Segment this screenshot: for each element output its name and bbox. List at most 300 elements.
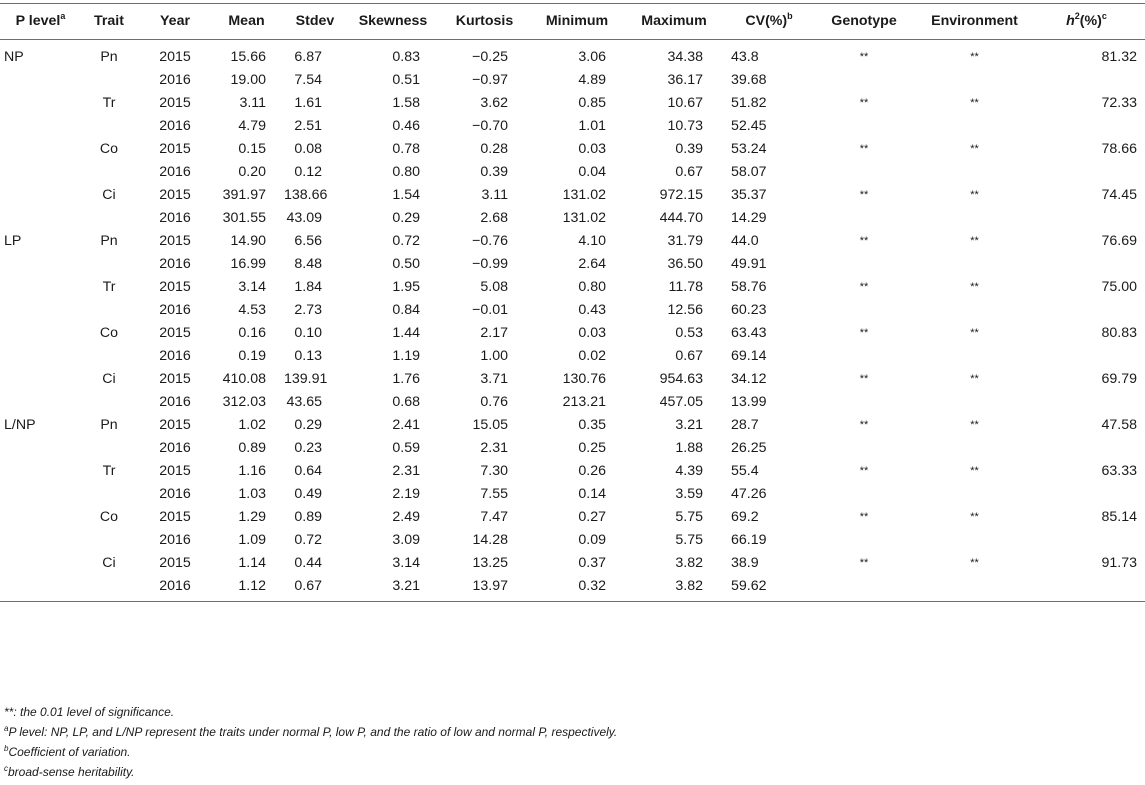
cell-trait: [77, 115, 141, 138]
cell-kurtosis: 2.31: [480, 440, 508, 456]
cell-p-level: [0, 368, 77, 391]
cell-environment: [913, 391, 1036, 414]
cell-genotype: **: [859, 235, 869, 247]
cell-mean: 0.15: [238, 141, 266, 157]
cell-cv: 38.9: [731, 555, 759, 571]
cell-p-level: [0, 552, 77, 575]
header-p-level: P level$^a$: [15, 11, 66, 29]
cell-heritability: [1036, 391, 1145, 414]
cell-heritability: 91.73: [1101, 555, 1137, 571]
table-row: [0, 552, 1145, 575]
cell-maximum: 3.21: [675, 417, 703, 433]
cell-stdev: 0.12: [294, 164, 322, 180]
cell-skewness: 3.21: [392, 578, 420, 594]
cell-skewness: 0.51: [392, 72, 420, 88]
cell-maximum: 10.67: [667, 95, 703, 111]
cell-mean: 0.19: [238, 348, 266, 364]
cell-minimum: 131.02: [562, 187, 606, 203]
cell-maximum: 3.82: [675, 555, 703, 571]
cell-genotype: **: [859, 51, 869, 63]
header-trait: Trait: [94, 13, 124, 29]
cell-maximum: 3.59: [675, 486, 703, 502]
cell-trait: Tr: [102, 279, 116, 295]
cell-mean: 0.16: [238, 325, 266, 341]
cell-stdev: 43.09: [286, 210, 322, 226]
cell-mean: 410.08: [222, 371, 266, 387]
table-row: [0, 161, 1145, 184]
table-row: [0, 92, 1145, 115]
cell-year: 2015: [159, 509, 191, 525]
cell-trait: Co: [99, 141, 119, 157]
cell-maximum: 444.70: [659, 210, 703, 226]
cell-maximum: 31.79: [667, 233, 703, 249]
cell-p-level: [0, 391, 77, 414]
cell-mean: 3.11: [239, 95, 266, 111]
table-row: [0, 575, 1145, 602]
cell-genotype: [815, 207, 913, 230]
cell-year: 2015: [159, 49, 191, 65]
cell-stdev: 8.48: [294, 256, 322, 272]
cell-maximum: 1.88: [675, 440, 703, 456]
cell-heritability: 63.33: [1101, 463, 1137, 479]
cell-genotype: [815, 161, 913, 184]
cell-stdev: 0.89: [294, 509, 322, 525]
footnote-b: $^b$Coefficient of variation.: [4, 744, 131, 759]
cell-stdev: 0.13: [294, 348, 322, 364]
cell-environment: **: [970, 281, 979, 293]
cell-trait: [77, 299, 141, 322]
cell-environment: **: [970, 511, 979, 523]
cell-p-level: [0, 69, 77, 92]
cell-p-level: [0, 207, 77, 230]
cell-cv: 58.76: [731, 279, 767, 295]
cell-heritability: [1036, 207, 1145, 230]
cell-environment: **: [970, 189, 979, 201]
cell-mean: 391.97: [222, 187, 266, 203]
cell-stdev: 1.84: [294, 279, 322, 295]
cell-trait: Pn: [100, 417, 118, 433]
cell-maximum: 36.17: [667, 72, 703, 88]
cell-minimum: 0.37: [578, 555, 606, 571]
cell-year: 2015: [159, 417, 191, 433]
cell-year: 2016: [159, 348, 191, 364]
cell-trait: Co: [99, 325, 119, 341]
cell-cv: 34.12: [731, 371, 767, 387]
table-row: [0, 506, 1145, 529]
cell-skewness: 0.68: [392, 394, 420, 410]
cell-trait: Ci: [102, 555, 116, 571]
cell-p-level: [0, 322, 77, 345]
cell-environment: **: [970, 51, 979, 63]
cell-cv: 60.23: [731, 302, 767, 318]
cell-environment: **: [970, 557, 979, 569]
table-body: [0, 40, 1145, 602]
cell-skewness: 1.54: [392, 187, 420, 203]
cell-maximum: 36.50: [667, 256, 703, 272]
cell-genotype: **: [859, 465, 869, 477]
cell-stdev: 0.29: [294, 417, 322, 433]
table-row: [0, 437, 1145, 460]
cell-stdev: 139.91: [284, 371, 328, 387]
cell-skewness: 2.49: [392, 509, 420, 525]
cell-p-level: [0, 483, 77, 506]
cell-stdev: 0.49: [294, 486, 322, 502]
cell-environment: [913, 345, 1036, 368]
cell-kurtosis: −0.76: [472, 233, 508, 249]
cell-skewness: 0.80: [392, 164, 420, 180]
cell-minimum: 131.02: [562, 210, 606, 226]
cell-p-level: LP: [4, 233, 22, 249]
cell-year: 2016: [159, 440, 191, 456]
table-row: [0, 299, 1145, 322]
cell-environment: [913, 253, 1036, 276]
cell-kurtosis: 7.55: [480, 486, 508, 502]
cell-skewness: 0.50: [392, 256, 420, 272]
cell-minimum: 0.80: [578, 279, 606, 295]
header-genotype: Genotype: [831, 13, 897, 29]
cell-cv: 13.99: [731, 394, 767, 410]
cell-trait: Pn: [100, 233, 118, 249]
cell-environment: **: [970, 143, 979, 155]
cell-p-level: [0, 92, 77, 115]
cell-year: 2015: [159, 233, 191, 249]
cell-stdev: 0.23: [294, 440, 322, 456]
cell-year: 2016: [159, 164, 191, 180]
cell-heritability: 72.33: [1101, 95, 1137, 111]
header-minimum: Minimum: [545, 13, 609, 29]
table-row: [0, 322, 1145, 345]
cell-mean: 15.66: [230, 49, 266, 65]
cell-maximum: 12.56: [667, 302, 703, 318]
cell-minimum: 0.04: [578, 164, 606, 180]
cell-maximum: 3.82: [675, 578, 703, 594]
cell-minimum: 4.89: [578, 72, 606, 88]
cell-mean: 4.79: [238, 118, 266, 134]
cell-mean: 1.14: [238, 555, 266, 571]
cell-skewness: 0.59: [392, 440, 420, 456]
cell-p-level: [0, 115, 77, 138]
cell-cv: 28.7: [731, 417, 759, 433]
cell-year: 2016: [159, 72, 191, 88]
header-stdev: Stdev: [295, 13, 335, 29]
header-kurtosis: Kurtosis: [455, 13, 514, 29]
cell-year: 2016: [159, 394, 191, 410]
cell-p-level: [0, 460, 77, 483]
cell-trait: [77, 345, 141, 368]
cell-cv: 26.25: [731, 440, 767, 456]
table-row: [0, 207, 1145, 230]
cell-trait: [77, 161, 141, 184]
cell-trait: Pn: [100, 49, 118, 65]
table-row: [0, 40, 1145, 70]
cell-p-level: [0, 529, 77, 552]
table-row: [0, 230, 1145, 253]
cell-trait: [77, 575, 141, 602]
cell-environment: **: [970, 97, 979, 109]
cell-p-level: NP: [4, 49, 24, 65]
descriptive-statistics-table: [0, 3, 1145, 602]
cell-kurtosis: 0.39: [480, 164, 508, 180]
cell-genotype: **: [859, 557, 869, 569]
cell-minimum: 0.14: [578, 486, 606, 502]
cell-cv: 49.91: [731, 256, 767, 272]
cell-kurtosis: −0.97: [472, 72, 508, 88]
cell-year: 2015: [159, 371, 191, 387]
cell-minimum: 0.43: [578, 302, 606, 318]
cell-maximum: 0.67: [675, 164, 703, 180]
cell-stdev: 138.66: [284, 187, 328, 203]
cell-cv: 63.43: [731, 325, 767, 341]
cell-environment: **: [970, 235, 979, 247]
cell-minimum: 0.03: [578, 141, 606, 157]
cell-heritability: [1036, 529, 1145, 552]
cell-heritability: 80.83: [1101, 325, 1137, 341]
cell-year: 2015: [159, 325, 191, 341]
cell-genotype: [815, 483, 913, 506]
cell-skewness: 3.14: [392, 555, 420, 571]
cell-heritability: [1036, 69, 1145, 92]
cell-year: 2015: [159, 463, 191, 479]
cell-stdev: 0.72: [294, 532, 322, 548]
cell-skewness: 2.19: [392, 486, 420, 502]
cell-heritability: 81.32: [1101, 49, 1137, 65]
cell-minimum: 0.02: [578, 348, 606, 364]
table-row: [0, 345, 1145, 368]
table-row: [0, 483, 1145, 506]
cell-stdev: 0.44: [294, 555, 322, 571]
cell-genotype: [815, 345, 913, 368]
cell-heritability: [1036, 437, 1145, 460]
cell-genotype: **: [859, 373, 869, 385]
cell-kurtosis: −0.99: [472, 256, 508, 272]
cell-year: 2016: [159, 578, 191, 594]
cell-trait: [77, 69, 141, 92]
cell-p-level: [0, 345, 77, 368]
cell-maximum: 10.73: [667, 118, 703, 134]
cell-environment: [913, 575, 1036, 602]
cell-skewness: 1.58: [392, 95, 420, 111]
cell-year: 2016: [159, 210, 191, 226]
footnote-c: $^c$broad-sense heritability.: [4, 764, 135, 779]
cell-cv: 43.8: [731, 49, 759, 65]
table-row: [0, 115, 1145, 138]
cell-genotype: **: [859, 511, 869, 523]
cell-kurtosis: 2.68: [480, 210, 508, 226]
cell-minimum: 3.06: [578, 49, 606, 65]
cell-trait: Ci: [102, 187, 116, 203]
cell-environment: [913, 483, 1036, 506]
cell-skewness: 0.72: [392, 233, 420, 249]
cell-genotype: **: [859, 327, 869, 339]
cell-p-level: [0, 253, 77, 276]
cell-mean: 19.00: [230, 72, 266, 88]
cell-p-level: [0, 506, 77, 529]
cell-kurtosis: −0.25: [472, 49, 508, 65]
cell-kurtosis: 7.30: [480, 463, 508, 479]
cell-stdev: 2.51: [294, 118, 322, 134]
cell-mean: 0.20: [238, 164, 266, 180]
cell-stdev: 0.10: [294, 325, 322, 341]
cell-genotype: [815, 575, 913, 602]
cell-mean: 0.89: [238, 440, 266, 456]
cell-minimum: 0.25: [578, 440, 606, 456]
cell-skewness: 0.46: [392, 118, 420, 134]
cell-kurtosis: 13.97: [472, 578, 508, 594]
cell-kurtosis: 3.11: [481, 187, 508, 203]
cell-genotype: **: [859, 189, 869, 201]
cell-kurtosis: 1.00: [480, 348, 508, 364]
cell-kurtosis: −0.70: [472, 118, 508, 134]
cell-skewness: 3.09: [392, 532, 420, 548]
cell-environment: **: [970, 327, 979, 339]
cell-minimum: 0.32: [578, 578, 606, 594]
cell-kurtosis: 14.28: [472, 532, 508, 548]
cell-cv: 14.29: [731, 210, 767, 226]
header-maximum: Maximum: [641, 13, 707, 29]
cell-kurtosis: 15.05: [472, 417, 508, 433]
cell-genotype: **: [859, 281, 869, 293]
cell-heritability: 69.79: [1101, 371, 1137, 387]
cell-environment: [913, 529, 1036, 552]
cell-year: 2016: [159, 302, 191, 318]
cell-mean: 1.03: [238, 486, 266, 502]
cell-mean: 1.16: [238, 463, 266, 479]
cell-heritability: [1036, 575, 1145, 602]
cell-mean: 1.29: [238, 509, 266, 525]
cell-heritability: [1036, 345, 1145, 368]
cell-skewness: 1.95: [392, 279, 420, 295]
cell-trait: [77, 207, 141, 230]
cell-kurtosis: 0.28: [480, 141, 508, 157]
cell-heritability: 75.00: [1101, 279, 1137, 295]
cell-cv: 59.62: [731, 578, 767, 594]
cell-trait: [77, 437, 141, 460]
cell-stdev: 7.54: [294, 72, 322, 88]
header-skewness: Skewness: [358, 13, 428, 29]
cell-skewness: 0.78: [392, 141, 420, 157]
table-row: [0, 368, 1145, 391]
cell-skewness: 0.83: [392, 49, 420, 65]
cell-genotype: [815, 437, 913, 460]
cell-genotype: [815, 115, 913, 138]
header-environment: Environment: [931, 13, 1018, 29]
cell-stdev: 0.67: [294, 578, 322, 594]
cell-maximum: 0.53: [675, 325, 703, 341]
header-heritability: $h^2(\%)^c$: [1066, 11, 1107, 29]
cell-maximum: 0.39: [675, 141, 703, 157]
cell-mean: 4.53: [238, 302, 266, 318]
cell-maximum: 0.67: [675, 348, 703, 364]
cell-year: 2016: [159, 256, 191, 272]
cell-heritability: 76.69: [1101, 233, 1137, 249]
cell-maximum: 457.05: [659, 394, 703, 410]
cell-skewness: 1.19: [392, 348, 420, 364]
cell-heritability: [1036, 483, 1145, 506]
cell-mean: 1.12: [238, 578, 266, 594]
cell-cv: 66.19: [731, 532, 767, 548]
cell-genotype: [815, 69, 913, 92]
cell-year: 2015: [159, 141, 191, 157]
cell-year: 2015: [159, 279, 191, 295]
cell-p-level: [0, 299, 77, 322]
cell-cv: 55.4: [731, 463, 759, 479]
cell-year: 2016: [159, 486, 191, 502]
cell-year: 2015: [159, 95, 191, 111]
cell-genotype: [815, 299, 913, 322]
table-footnotes: [4, 702, 617, 782]
cell-skewness: 0.84: [392, 302, 420, 318]
cell-stdev: 6.87: [294, 49, 322, 65]
cell-p-level: [0, 276, 77, 299]
cell-skewness: 1.44: [392, 325, 420, 341]
cell-trait: Tr: [102, 463, 116, 479]
cell-environment: **: [970, 465, 979, 477]
cell-genotype: **: [859, 419, 869, 431]
cell-trait: [77, 483, 141, 506]
cell-genotype: [815, 253, 913, 276]
cell-trait: Tr: [102, 95, 116, 111]
cell-mean: 3.14: [238, 279, 266, 295]
cell-heritability: 47.58: [1101, 417, 1137, 433]
cell-mean: 312.03: [222, 394, 266, 410]
cell-p-level: L/NP: [4, 417, 36, 433]
cell-maximum: 972.15: [659, 187, 703, 203]
cell-environment: [913, 161, 1036, 184]
cell-environment: [913, 69, 1036, 92]
cell-minimum: 1.01: [578, 118, 606, 134]
cell-heritability: 78.66: [1101, 141, 1137, 157]
cell-p-level: [0, 138, 77, 161]
cell-cv: 52.45: [731, 118, 767, 134]
cell-trait: [77, 529, 141, 552]
cell-skewness: 0.29: [392, 210, 420, 226]
cell-cv: 44.0: [731, 233, 759, 249]
cell-stdev: 43.65: [286, 394, 322, 410]
cell-year: 2015: [159, 187, 191, 203]
cell-p-level: [0, 184, 77, 207]
cell-maximum: 5.75: [675, 532, 703, 548]
cell-environment: [913, 437, 1036, 460]
cell-cv: 51.82: [731, 95, 767, 111]
cell-p-level: [0, 161, 77, 184]
cell-environment: [913, 299, 1036, 322]
cell-genotype: **: [859, 97, 869, 109]
cell-stdev: 0.08: [294, 141, 322, 157]
cell-minimum: 213.21: [562, 394, 606, 410]
cell-kurtosis: 2.17: [480, 325, 508, 341]
cell-environment: [913, 115, 1036, 138]
cell-heritability: 74.45: [1101, 187, 1137, 203]
cell-trait: [77, 253, 141, 276]
table-row: [0, 276, 1145, 299]
cell-minimum: 0.26: [578, 463, 606, 479]
header-cv: CV(%)$^b$: [745, 11, 793, 29]
cell-minimum: 0.85: [578, 95, 606, 111]
table-row: [0, 391, 1145, 414]
cell-heritability: [1036, 253, 1145, 276]
cell-year: 2016: [159, 118, 191, 134]
cell-maximum: 4.39: [675, 463, 703, 479]
table-row: [0, 138, 1145, 161]
cell-skewness: 1.76: [392, 371, 420, 387]
cell-kurtosis: 5.08: [480, 279, 508, 295]
cell-cv: 58.07: [731, 164, 767, 180]
cell-environment: **: [970, 373, 979, 385]
cell-environment: **: [970, 419, 979, 431]
header-year: Year: [160, 13, 190, 29]
cell-minimum: 130.76: [562, 371, 606, 387]
table-row: [0, 253, 1145, 276]
